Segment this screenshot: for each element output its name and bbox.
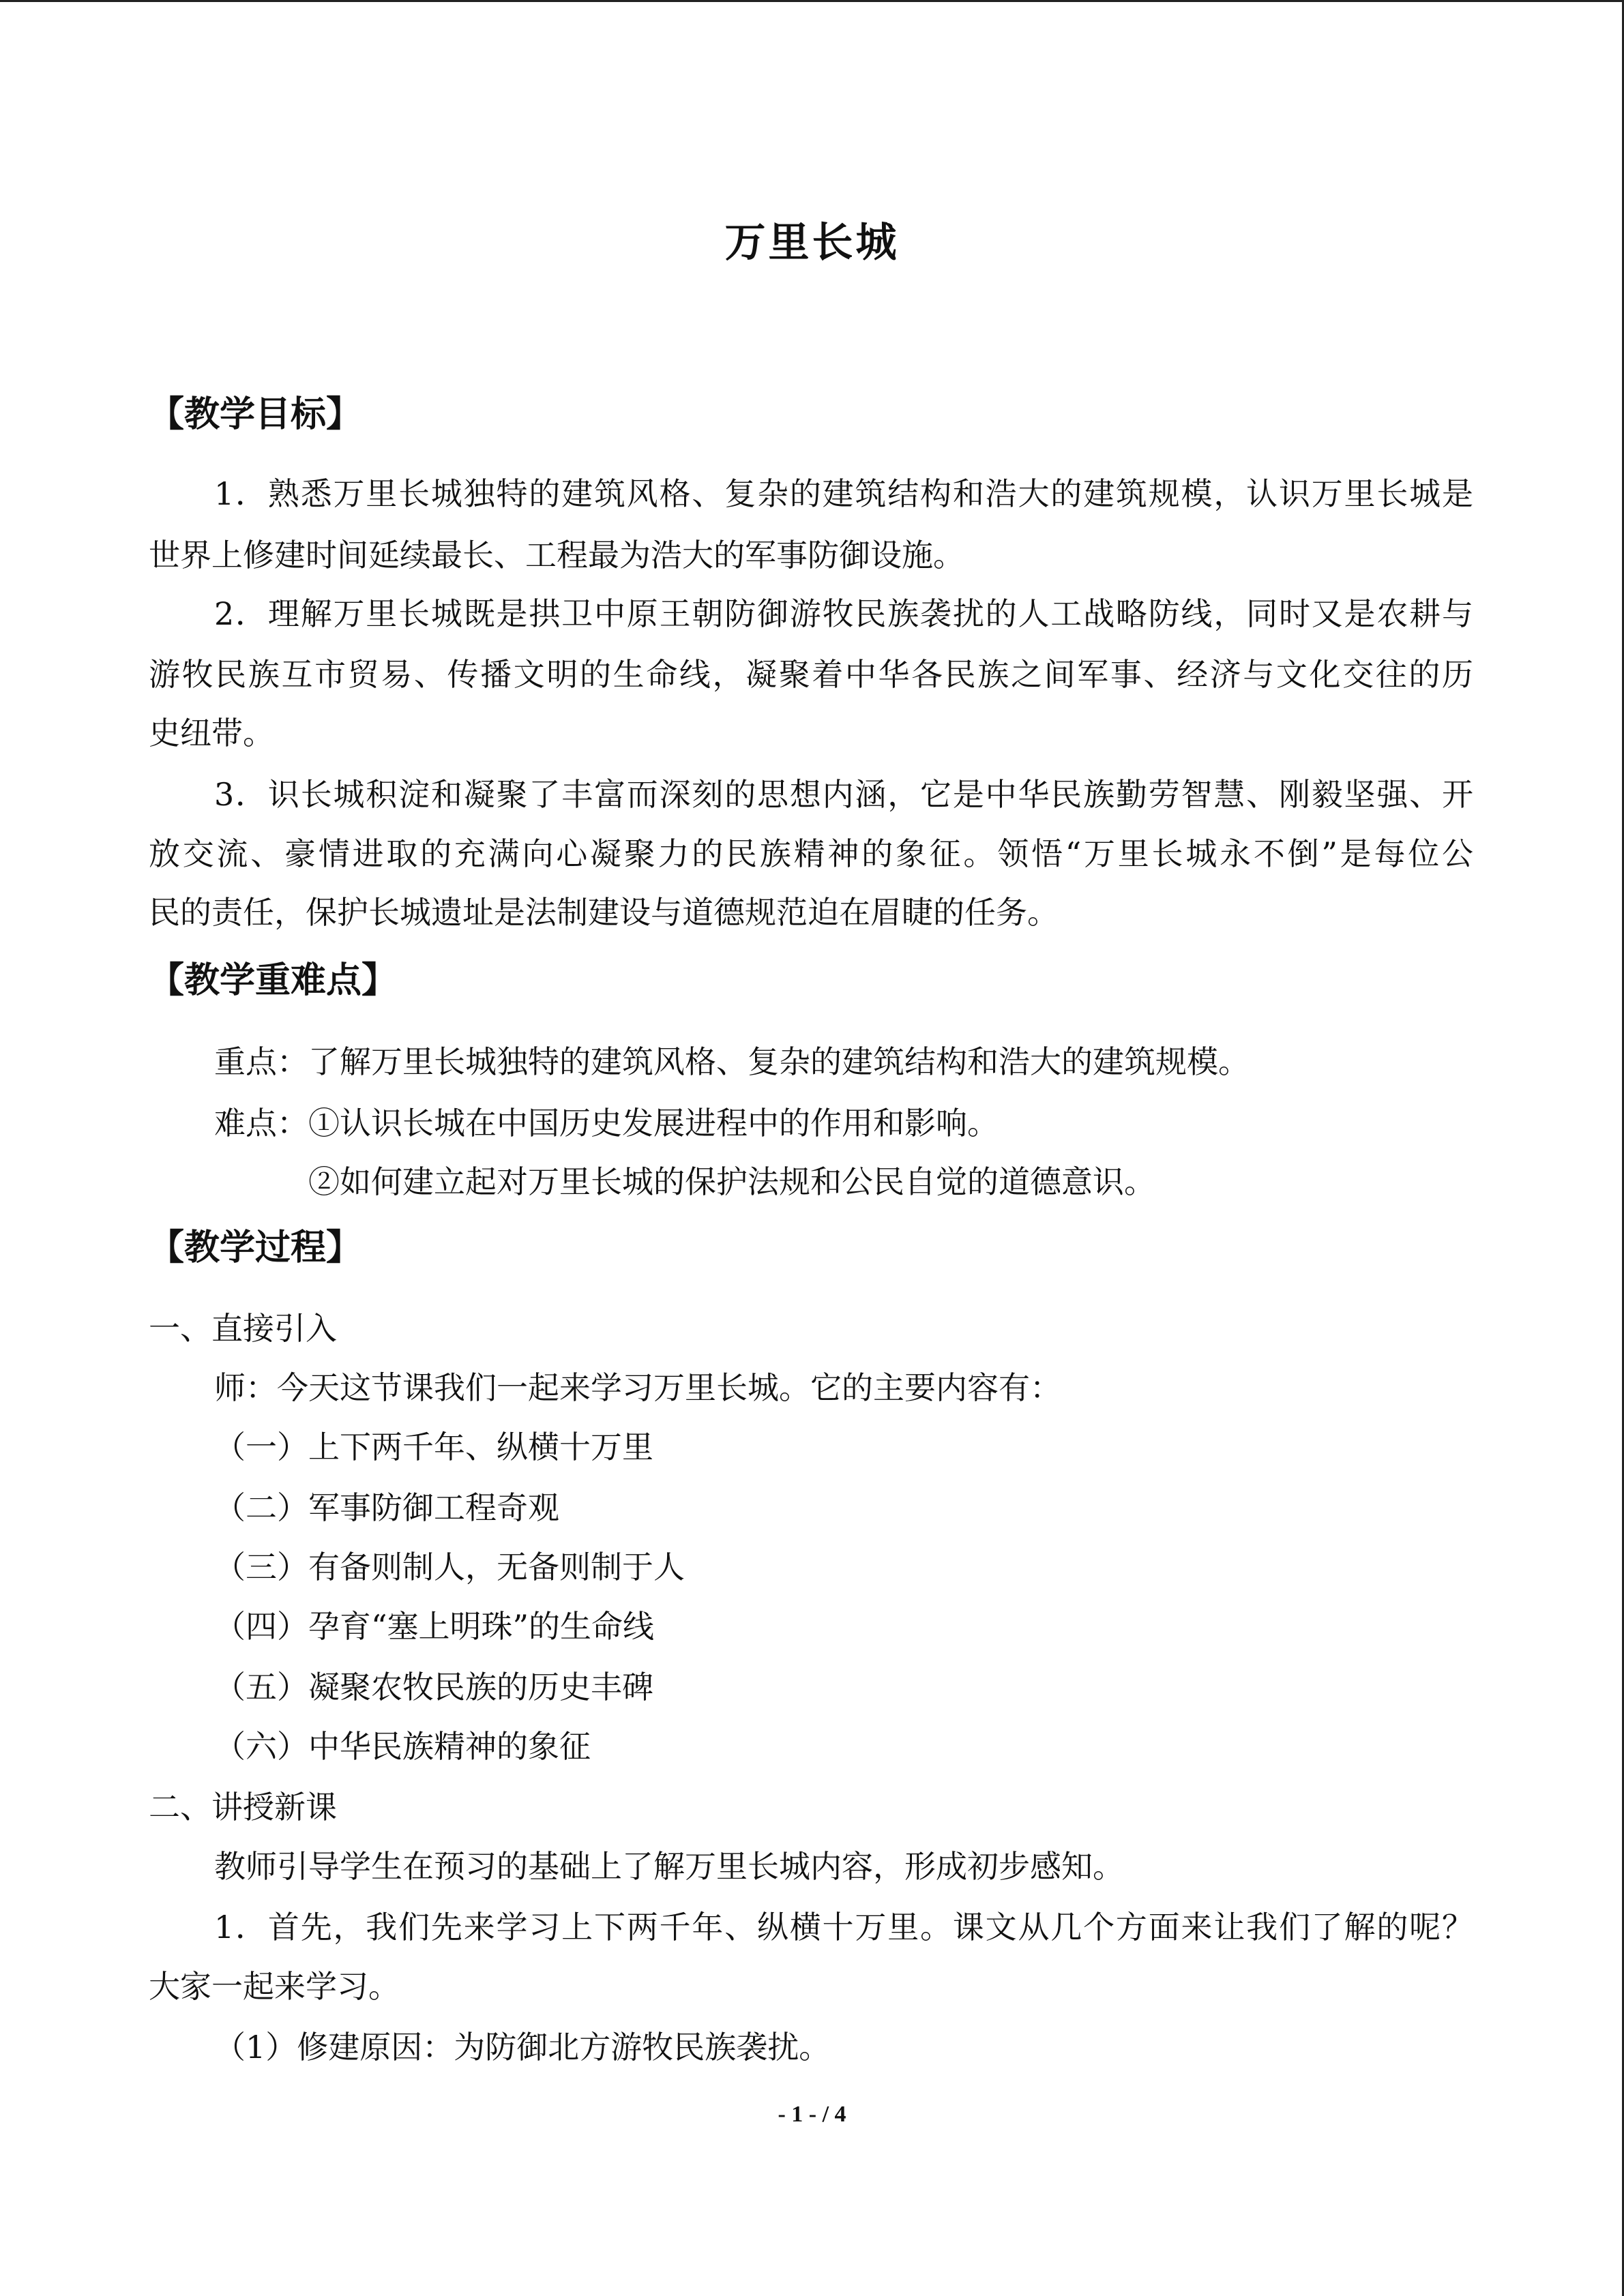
outline-item-3: （三）有备则制人，无备则制于人 <box>214 1549 685 1585</box>
page-title: 万里长城 <box>724 219 900 267</box>
outline-item-1: （一）上下两千年、纵横十万里 <box>214 1429 653 1465</box>
goal-2-line-1: 2．理解万里长城既是拱卫中原王朝防御游牧民族袭扰的人工战略防线，同时又是农耕与 <box>214 595 1473 632</box>
goal-3-line-3: 民的责任，保护长城遗址是法制建设与道德规范迫在眉睫的任务。 <box>149 894 1059 931</box>
section-heading-goals: 【教学目标】 <box>149 394 362 435</box>
goal-3-line-1: 3．识长城积淀和凝聚了丰富而深刻的思想内涵，它是中华民族勤劳智慧、刚毅坚强、开 <box>214 776 1473 813</box>
difficult-point-1: 难点：①认识长城在中国历史发展进程中的作用和影响。 <box>214 1105 999 1142</box>
page-border-top <box>0 0 1624 2</box>
outline-item-5: （五）凝聚农牧民族的历史丰碑 <box>214 1669 653 1705</box>
part-1-intro: 师：今天这节课我们一起来学习万里长城。它的主要内容有： <box>214 1369 1061 1406</box>
part-2-intro: 教师引导学生在预习的基础上了解万里长城内容，形成初步感知。 <box>214 1848 1124 1885</box>
goal-1-line-1: 1．熟悉万里长城独特的建筑风格、复杂的建筑结构和浩大的建筑规模，认识万里长城是 <box>214 475 1473 512</box>
section-heading-process: 【教学过程】 <box>149 1227 362 1268</box>
page-number: - 1 - / 4 <box>778 2102 846 2127</box>
key-point: 重点：了解万里长城独特的建筑风格、复杂的建筑结构和浩大的建筑规模。 <box>214 1043 1250 1080</box>
part-2-paragraph-1-line-1: 1．首先，我们先来学习上下两千年、纵横十万里。课文从几个方面来让我们了解的呢？ <box>214 1909 1473 1945</box>
goal-1-line-2: 世界上修建时间延续最长、工程最为浩大的军事防御设施。 <box>149 537 964 573</box>
goal-2-line-2: 游牧民族互市贸易、传播文明的生命线，凝聚着中华各民族之间军事、经济与文化交往的历 <box>149 656 1473 693</box>
goal-3-line-2: 放交流、豪情进取的充满向心凝聚力的民族精神的象征。领悟“万里长城永不倒”是每位公 <box>149 835 1473 872</box>
outline-item-4: （四）孕育“塞上明珠”的生命线 <box>214 1608 655 1645</box>
part-2-item-1: （1）修建原因：为防御北方游牧民族袭扰。 <box>214 2029 831 2066</box>
goal-2-line-3: 史纽带。 <box>149 715 274 751</box>
part-2-title: 二、讲授新课 <box>149 1789 337 1825</box>
difficult-point-2: ②如何建立起对万里长城的保护法规和公民自觉的道德意识。 <box>308 1163 1155 1200</box>
part-2-paragraph-1-line-2: 大家一起来学习。 <box>149 1968 400 2005</box>
outline-item-6: （六）中华民族精神的象征 <box>214 1728 591 1765</box>
section-heading-key-points: 【教学重难点】 <box>149 960 398 1001</box>
part-1-title: 一、直接引入 <box>149 1310 337 1347</box>
outline-item-2: （二）军事防御工程奇观 <box>214 1489 559 1526</box>
